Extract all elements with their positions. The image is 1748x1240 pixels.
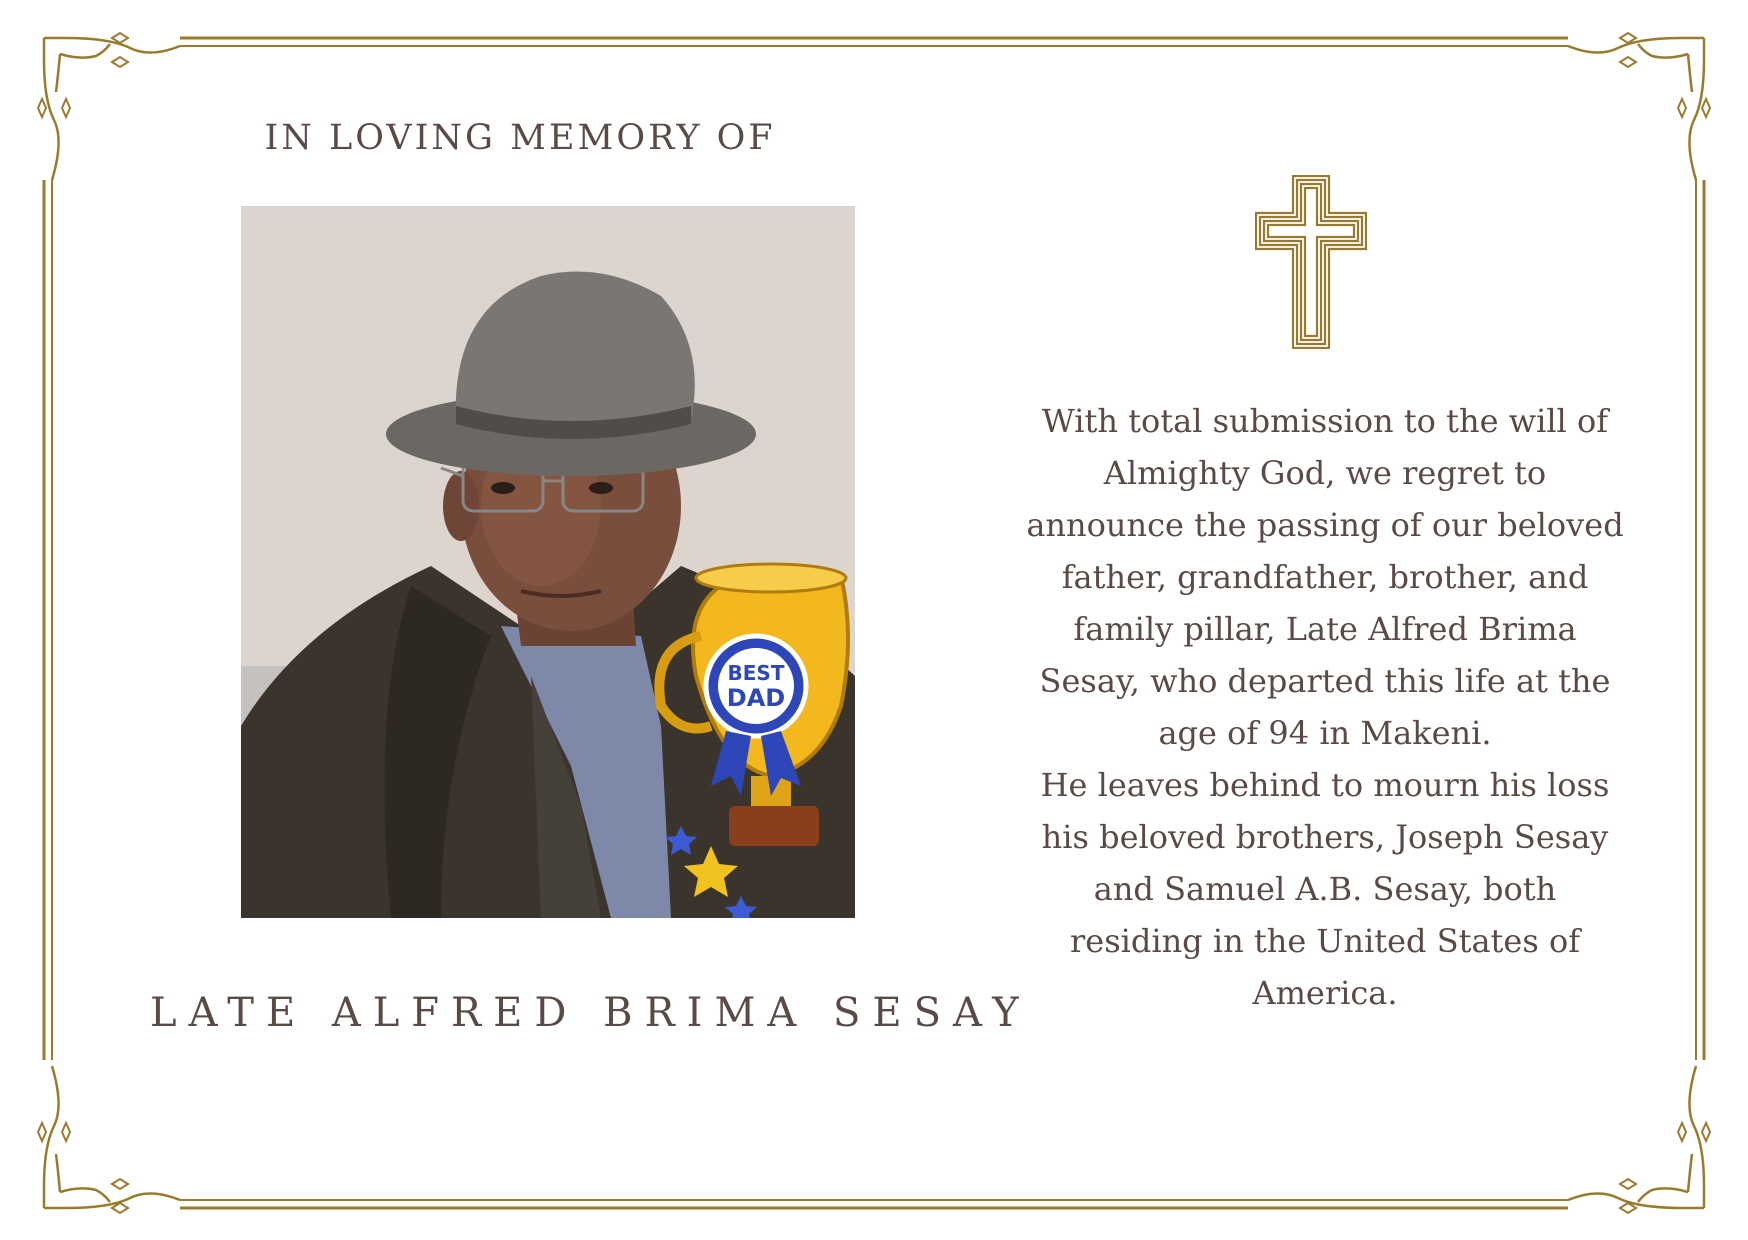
memorial-message bbox=[1025, 395, 1625, 1019]
message-paragraph-2: He leaves behind to mourn his loss his beloved brothers, Joseph Sesay and Samuel A.B. Sesay, both residing in the United States of America. bbox=[1040, 766, 1610, 1012]
deceased-name: LATE ALFRED BRIMA SESAY bbox=[150, 990, 1031, 1036]
badge-text-best: BEST bbox=[727, 661, 785, 685]
memorial-heading: IN LOVING MEMORY OF bbox=[264, 118, 776, 158]
message-paragraph-1: With total submission to the will of Almighty God, we regret to announce the passing of our beloved father, grandfather, brother, and family pillar, Late Alfred Brima Sesay, who departed this life at the age of 94 in Makeni. bbox=[1026, 402, 1624, 752]
badge-text-dad: DAD bbox=[726, 684, 786, 712]
portrait-photo bbox=[241, 206, 855, 918]
cross-icon bbox=[1255, 175, 1367, 349]
